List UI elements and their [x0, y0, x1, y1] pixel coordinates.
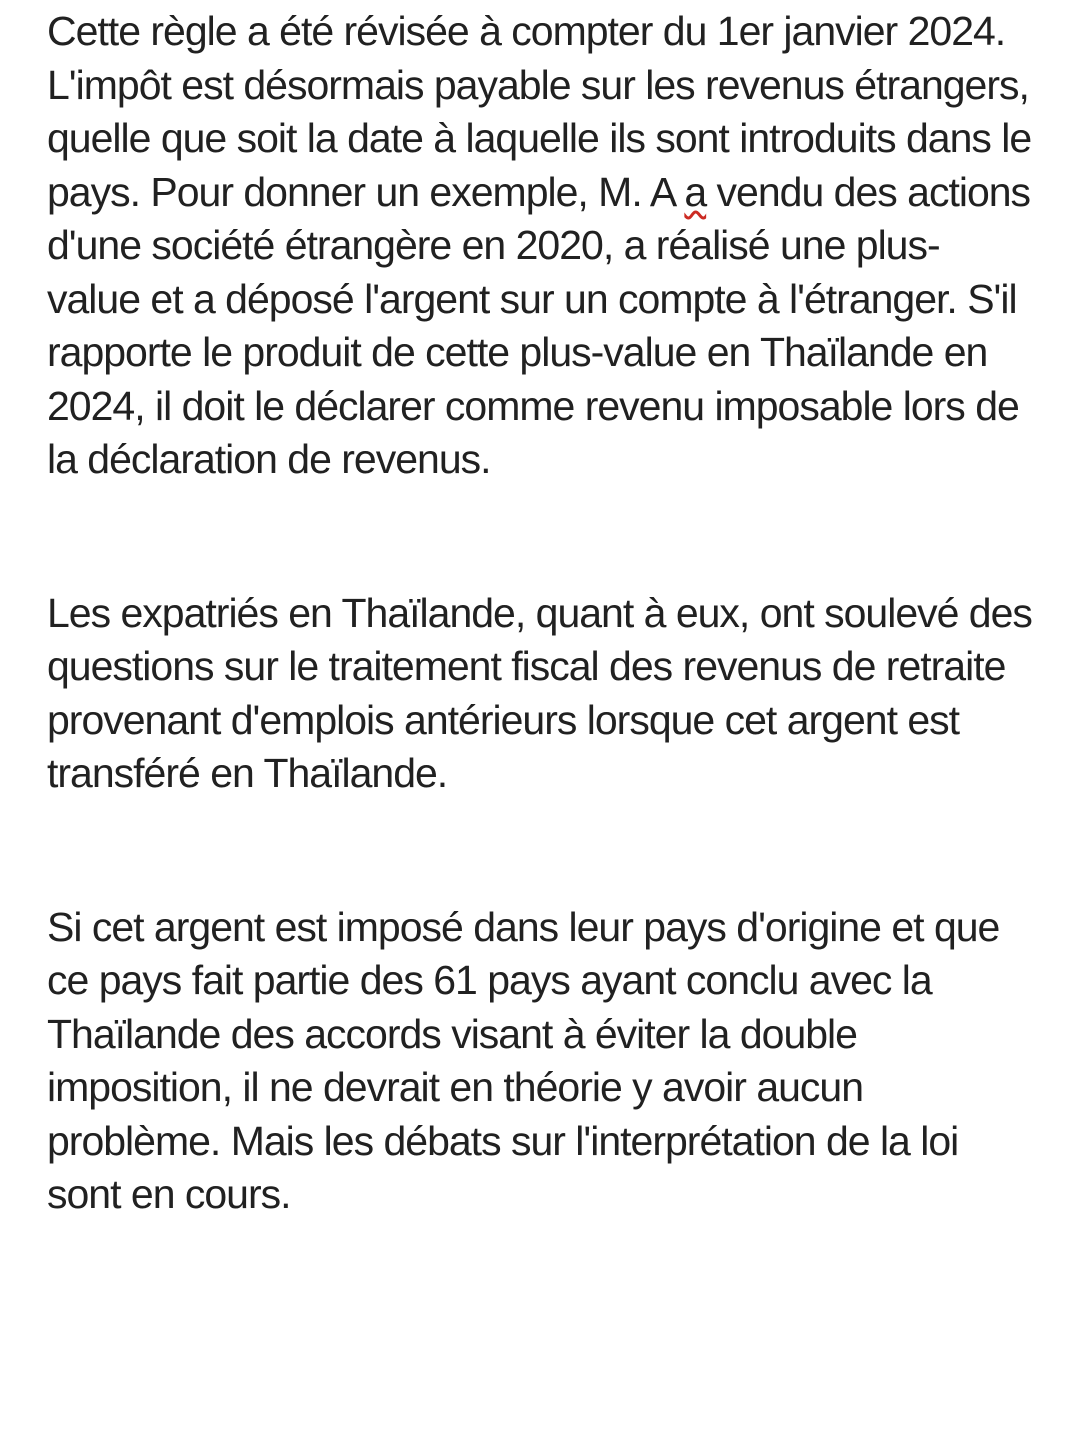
paragraph-expats-pension-questions[interactable]: Les expatriés en Thaïlande, quant à eux, ont soulevé des questions sur le traitement fiscal des revenus de retraite provenant d'emplois antérieurs lorsque cet argent est transféré en Thaïlande.: [47, 589, 1032, 796]
paragraph-text-after-misspelling: vendu des actions d'une société étrangère en 2020, a réalisé une plus-value et a déposé l'argent sur un compte à l'étranger. S'il rapporte le produit de cette plus-value en Thaïlande en 2024, il doit le déclarer comme revenu imposable lors de la déclaration de revenus.: [47, 168, 1031, 482]
paragraph-tax-rule-revision[interactable]: [47, 5, 1032, 487]
misspelled-word-spellcheck[interactable]: a: [684, 168, 707, 215]
paragraph-text-before-misspelling: Cette règle a été révisée à compter du 1er janvier 2024. L'impôt est désormais payable sur les revenus étrangers, quelle que soit la date à laquelle ils sont introduits dans le pays. Pour donner un exemple, M. A: [47, 8, 1032, 215]
paragraph-double-taxation-treaties[interactable]: Si cet argent est imposé dans leur pays d'origine et que ce pays fait partie des 61 pays ayant conclu avec la Thaïlande des accords visant à éviter la double imposition, il ne devrait en théorie y avoir aucun problème. Mais les débats sur l'interprétation de la loi sont en cours.: [47, 903, 1000, 1217]
